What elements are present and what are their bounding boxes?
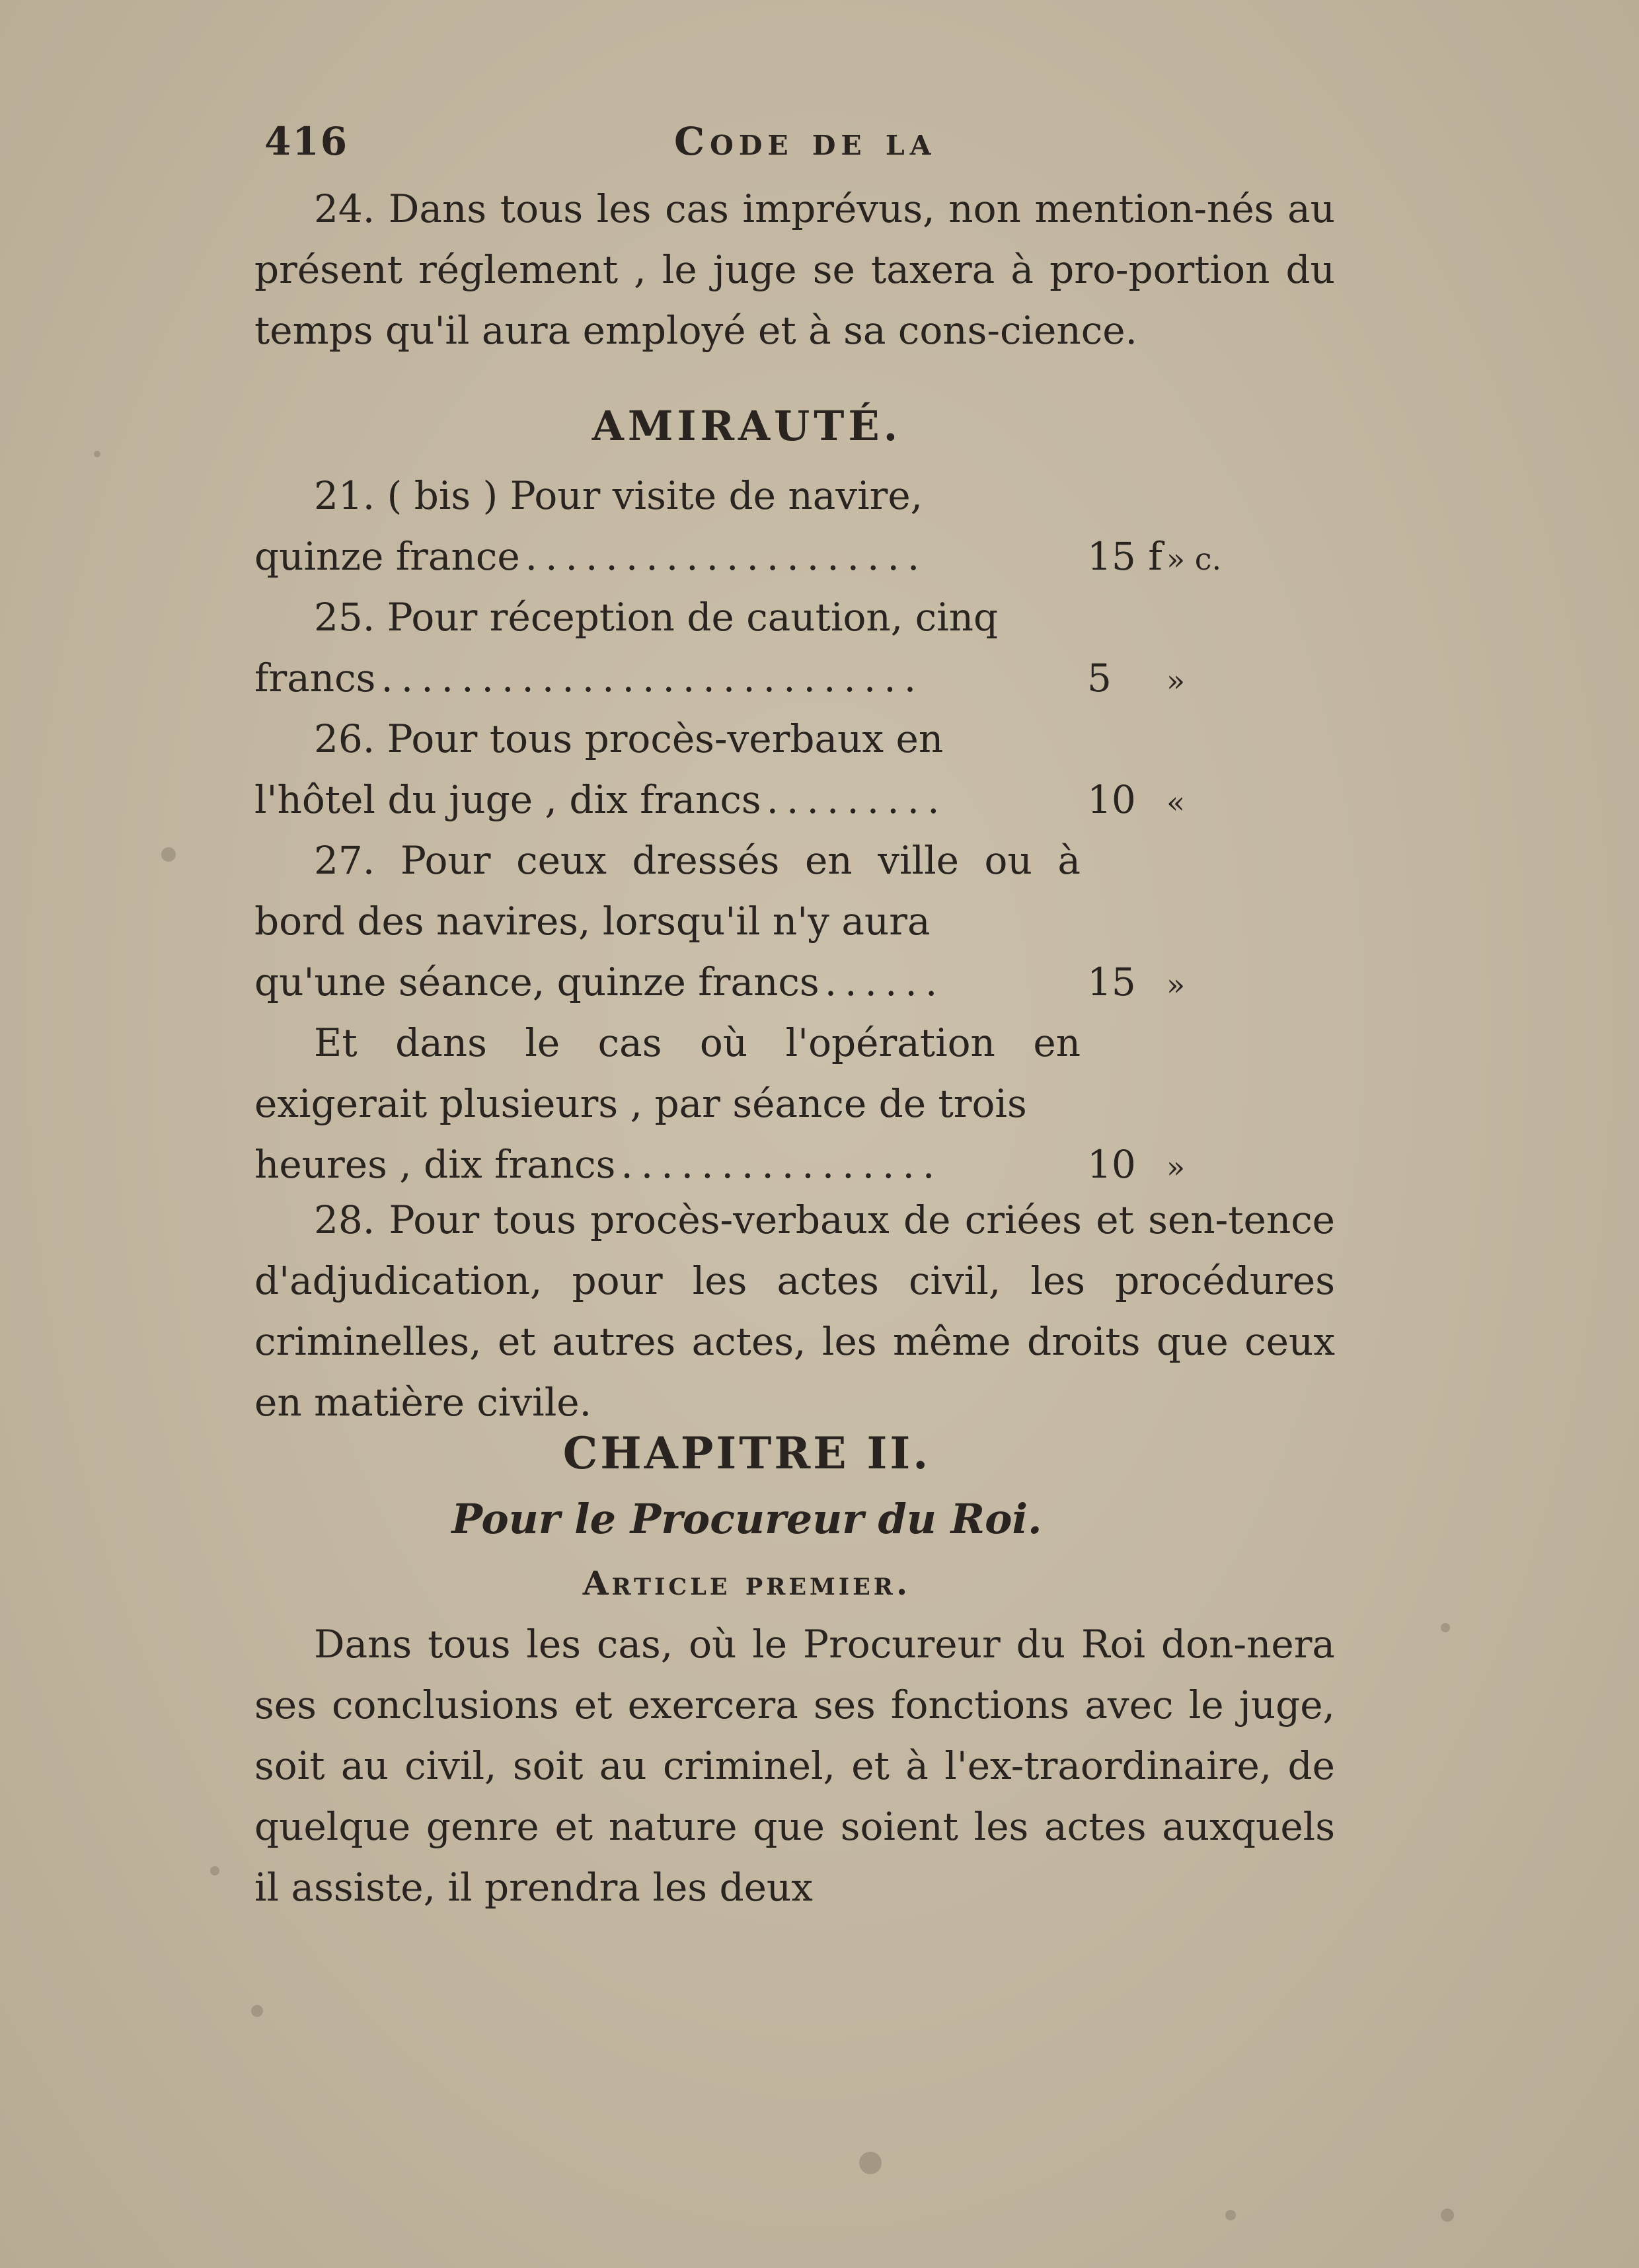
fee-last-line: heures , dix francs xyxy=(254,1142,616,1187)
paper-spot xyxy=(161,847,176,862)
fee-line xyxy=(254,1134,1246,1197)
fee-amount: 15 f xyxy=(1087,534,1163,579)
dot-leader: ...... xyxy=(824,960,946,1004)
article-heading: Article premier. xyxy=(582,1564,911,1603)
fee-text: 25. Pour réception de caution, cinq xyxy=(314,595,999,640)
fee-unit: « xyxy=(1166,784,1186,820)
chapter-subtitle: Pour le Procureur du Roi. xyxy=(451,1495,1042,1543)
dot-leader: ......... xyxy=(766,777,948,822)
paragraph-procureur: Dans tous les cas, où le Procureur du Roi don-nera ses conclusions et exercera ses fonctions avec le juge, soit au civil, soit au criminel, et à l'ex-traordinaire, de quelque genre et nature que soient les actes auxquels il assiste, il prendra les deux xyxy=(254,1622,1335,1910)
fee-amount: 10 xyxy=(1087,777,1136,822)
fee-line xyxy=(254,952,1246,1015)
fee-item xyxy=(254,1012,1246,1197)
running-title: Code de la xyxy=(674,119,936,164)
running-header xyxy=(264,119,1335,172)
paper-spot xyxy=(1225,2210,1236,2220)
paper-spot xyxy=(859,2152,882,2174)
fee-item xyxy=(254,708,1246,833)
fee-last-line: l'hôtel du juge , dix francs xyxy=(254,777,761,822)
fee-last-line: francs xyxy=(254,656,376,700)
dot-leader: ........................... xyxy=(381,656,925,700)
paper-spot xyxy=(1441,2209,1454,2222)
fee-unit: » c. xyxy=(1166,541,1222,577)
paper-spot xyxy=(1441,1623,1450,1632)
dot-leader: ................ xyxy=(621,1142,943,1187)
fee-text: 26. Pour tous procès-verbaux en xyxy=(314,716,944,761)
fee-unit: » xyxy=(1166,1149,1186,1185)
fee-amount: 5 xyxy=(1087,656,1112,700)
fee-amount: 10 xyxy=(1087,1142,1136,1187)
fee-line xyxy=(254,648,1246,711)
fee-item xyxy=(254,830,1246,1015)
fee-last-line: quinze france xyxy=(254,534,520,579)
fee-line xyxy=(254,526,1246,589)
paragraph-24: 24. Dans tous les cas imprévus, non mention-nés au présent réglement , le juge se taxera à pro-portion du temps qu'il aura employé et à sa cons-cience. xyxy=(254,186,1335,353)
paper-spot xyxy=(210,1866,219,1875)
dot-leader: .................... xyxy=(525,534,928,579)
fee-amount: 15 xyxy=(1087,960,1136,1004)
page-number: 416 xyxy=(264,119,349,164)
fee-unit: » xyxy=(1166,663,1186,699)
fee-line xyxy=(254,769,1246,833)
fee-item xyxy=(254,465,1246,589)
paper-spot xyxy=(94,451,100,457)
fee-unit: » xyxy=(1166,967,1186,1002)
fee-item xyxy=(254,587,1246,711)
chapter-heading: CHAPITRE II. xyxy=(562,1427,931,1479)
fee-last-line: qu'une séance, quinze francs xyxy=(254,960,820,1004)
fee-text: Et dans le cas où l'opération en exigerait plusieurs , par séance de trois xyxy=(254,1020,1081,1126)
section-heading-amiraute: AMIRAUTÉ. xyxy=(591,402,902,450)
paragraph-28: 28. Pour tous procès-verbaux de criées et sen-tence d'adjudication, pour les actes civil, les procédures criminelles, et autres actes, les même droits que ceux en matière civile. xyxy=(254,1197,1335,1425)
fee-text: 27. Pour ceux dressés en ville ou à bord des navires, lorsqu'il n'y aura xyxy=(254,838,1081,944)
fee-text: 21. ( bis ) Pour visite de navire, xyxy=(314,473,923,518)
paper-spot xyxy=(251,2005,263,2017)
